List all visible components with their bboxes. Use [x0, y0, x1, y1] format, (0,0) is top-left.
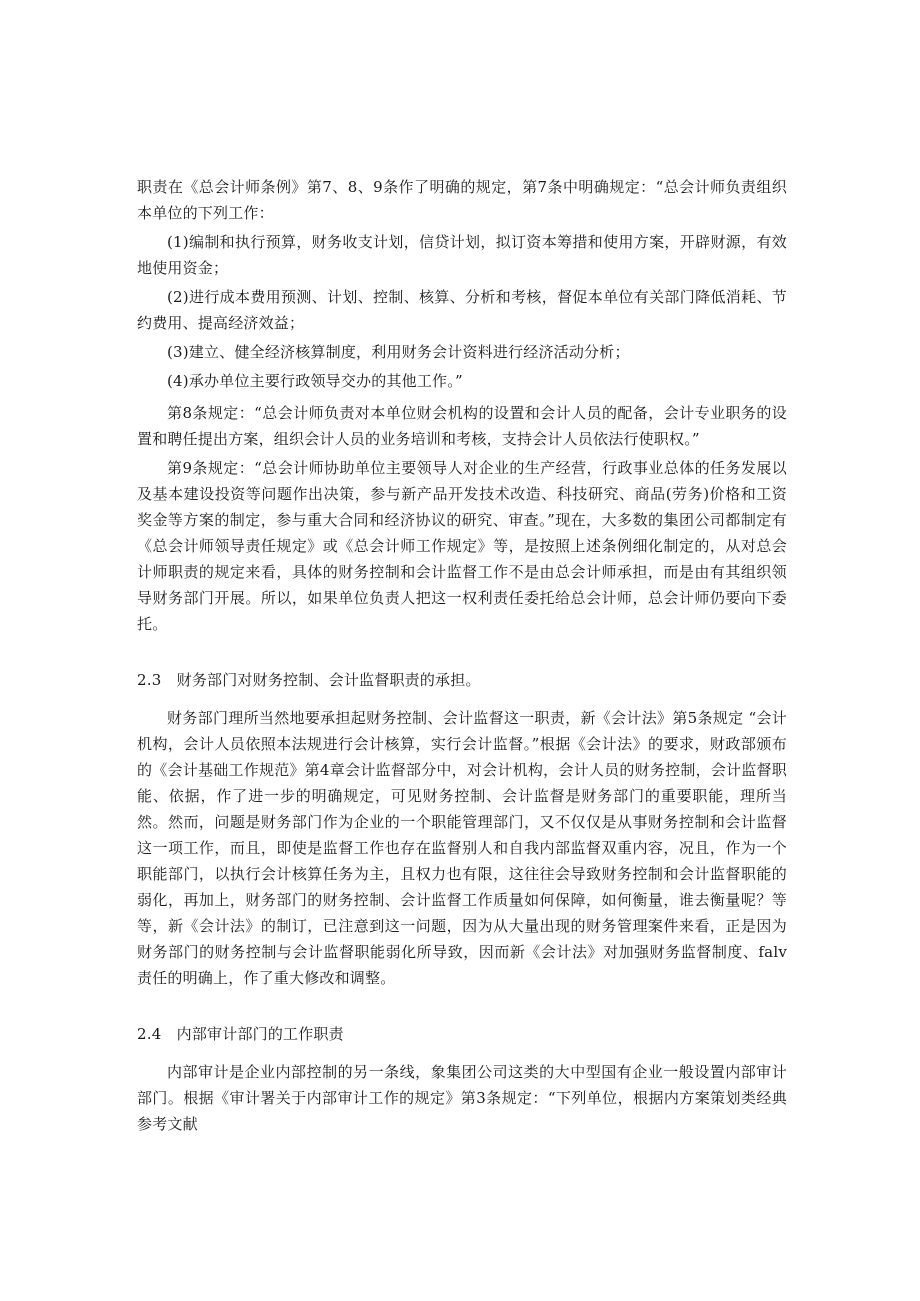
paragraph-intro: 职责在《总会计师条例》第7、8、9条作了明确的规定，第7条中明确规定：“总会计师负责组织本单位的下列工作：	[137, 178, 787, 222]
paragraph-internal-audit: 内部审计是企业内部控制的另一条线，象集团公司这类的大中型国有企业一般设置内部审计部门。根据《审计署关于内部审计工作的规定》第3条规定：“下列单位，根据内方案策划类经典参考文献	[137, 1063, 787, 1133]
document-body	[137, 174, 787, 1137]
list-item-4: (4)承办单位主要行政领导交办的其他工作。”	[167, 372, 463, 390]
list-item-1: (1)编制和执行预算，财务收支计划，信贷计划，拟订资本筹措和使用方案，开辟财源，有效地使用资金；	[137, 233, 787, 277]
paragraph-article-8: 第8条规定：“总会计师负责对本单位财会机构的设置和会计人员的配备，会计专业职务的设置和聘任提出方案，组织会计人员的业务培训和考核，支持会计人员依法行使职权。”	[137, 404, 787, 448]
list-item-2: (2)进行成本费用预测、计划、控制、核算、分析和考核，督促本单位有关部门降低消耗、节约费用、提高经济效益；	[137, 288, 787, 332]
section-heading-2-4: 2.4 内部审计部门的工作职责	[137, 1025, 344, 1043]
section-heading-2-3: 2.3 财务部门对财务控制、会计监督职责的承担。	[137, 671, 481, 689]
paragraph-finance-dept: 财务部门理所当然地要承担起财务控制、会计监督这一职责，新《会计法》第5条规定 “会计机构，会计人员依照本法规进行会计核算，实行会计监督。”根据《会计法》的要求，财政部颁布的《会计基础工作规范》第4章会计监督部分中，对会计机构，会计人员的财务控制，会计监督职能、依据，作了进一步的明确规定，可见财务控制、会计监督是财务部门的重要职能，理所当然。然而，问题是财务部门作为企业的一个职能管理部门，又不仅仅是从事财务控制和会计监督这一项工作，而且，即使是监督工作也存在监督别人和自我内部监督双重内容，况且，作为一个职能部门，以执行会计核算任务为主，且权力也有限，这往往会导致财务控制和会计监督职能的弱化，再加上，财务部门的财务控制、会计监督工作质量如何保障，如何衡量，谁去衡量呢？等等，新《会计法》的制订，已注意到这一问题，因为从大量出现的财务管理案件来看，正是因为财务部门的财务控制与会计监督职能弱化所导致，因而新《会计法》对加强财务监督制度、falv责任的明确上，作了重大修改和调整。	[137, 709, 787, 987]
paragraph-article-9: 第9条规定：“总会计师协助单位主要领导人对企业的生产经营，行政事业总体的任务发展以及基本建设投资等问题作出决策，参与新产品开发技术改造、科技研究、商品(劳务)价格和工资奖金等方案的制定，参与重大合同和经济协议的研究、审查。”现在，大多数的集团公司都制定有《总会计师领导责任规定》或《总会计师工作规定》等，是按照上述条例细化制定的，从对总会计师职责的规定来看，具体的财务控制和会计监督工作不是由总会计师承担，而是由有其组织领导财务部门开展。所以，如果单位负责人把这一权利责任委托给总会计师，总会计师仍要向下委托。	[137, 459, 787, 633]
list-item-3: (3)建立、健全经济核算制度，利用财务会计资料进行经济活动分析；	[167, 343, 630, 361]
